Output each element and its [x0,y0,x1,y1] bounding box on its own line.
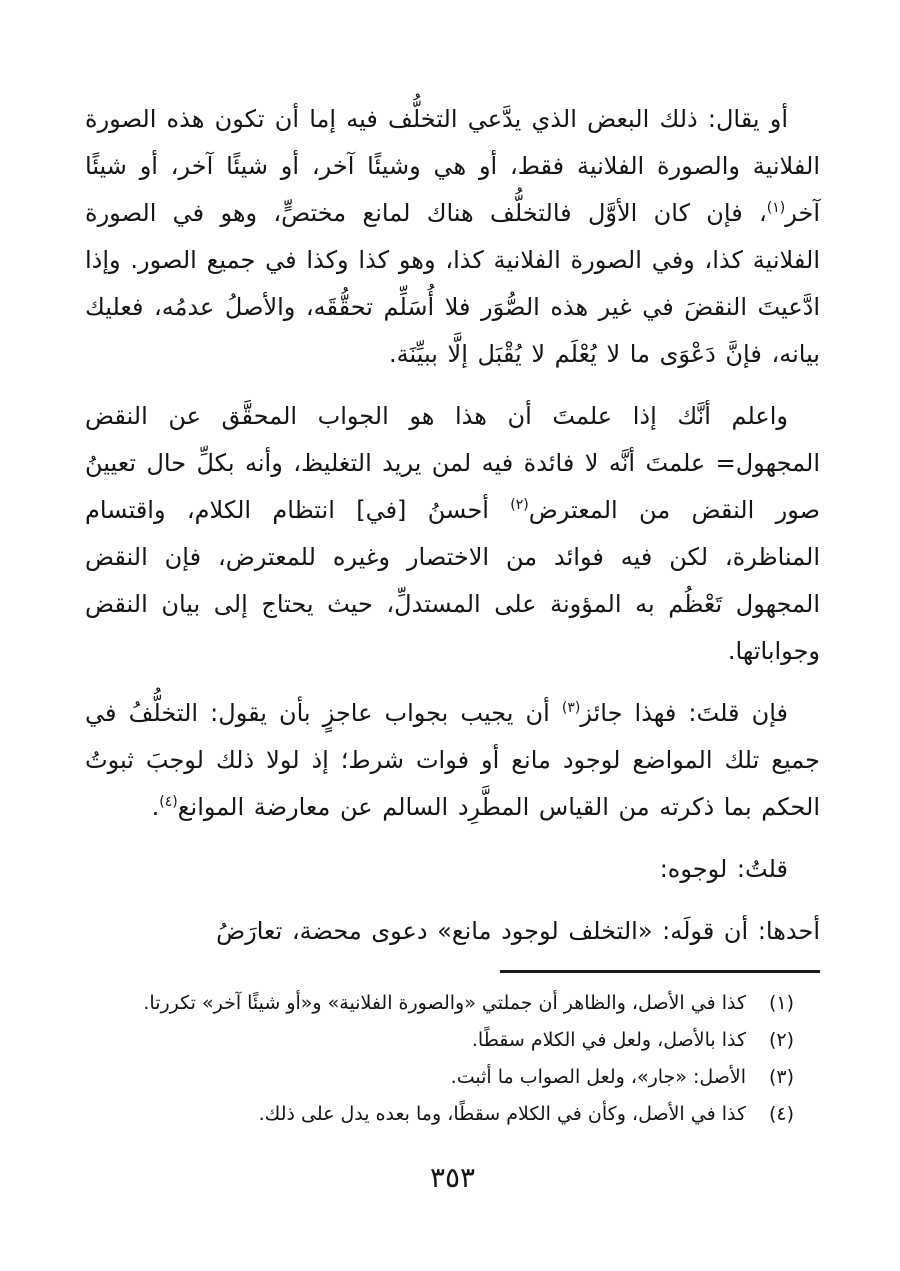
footnote [85,1022,820,1059]
body-paragraph [85,690,820,831]
footnote [85,1096,820,1133]
paragraph-text: أحسنُ [في] انتظام الكلام، واقتسام المناظرة، لكن فيه فوائد من الاختصار وغيره للمعترض، فإن النقض المجهول تَعْظُم به المؤونة على المستدلِّ، حيث يحتاج إلى بيان النقض وجواباتها. [85,496,820,665]
paragraph-text: أحدها: أن قولَه: «التخلف لوجود مانع» دعوى محضة، تعارَضُ [216,917,820,945]
body-paragraph [85,96,820,378]
body-paragraph [85,846,820,893]
body-paragraph [85,908,820,955]
page-number: ٣٥٣ [429,1161,476,1194]
paragraph-text: واعلم أنَّك إذا علمتَ أن هذا هو الجواب المحقَّق عن النقض المجهول= علمتَ أنَّه لا فائدة فيه لمن يريد التغليظ، وأنه بكلِّ حال تعيينُ صور النقض من المعترض [85,402,820,524]
paragraph-text: أو يقال: ذلك البعض الذي يدَّعي التخلُّف فيه إما أن تكون هذه الصورة الفلانية والصورة الفلانية فقط، أو هي وشيئًا آخر، أو شيئًا آخر، أو شيئًا آخر [85,105,820,227]
footnote-number: (١) [768,992,794,1014]
footnote-ref-4: (٤) [159,794,178,810]
footnote-ref-2: (٢) [510,497,529,513]
footnote [85,1059,820,1096]
footnote-text: كذا بالأصل، ولعل في الكلام سقطًا. [471,1029,746,1051]
footnote-separator [500,970,820,973]
footnote-number: (٤) [768,1103,794,1125]
footnote-text: كذا في الأصل، والظاهر أن جملتي «والصورة الفلانية» و«أو شيئًا آخر» تكررتا. [143,992,746,1014]
footnote [85,985,820,1022]
paragraph-text: أن يجيب بجواب عاجزٍ بأن يقول: التخلُّفُ في جميع تلك المواضع لوجود مانع أو فوات شرط؛ إذ لولا ذلك لوجبَ ثبوتُ الحكم بما ذكرته من القياس المطَّرِد السالم عن معارضة الموانع [85,699,820,821]
footnote-text: الأصل: «جار»، ولعل الصواب ما أثبت. [450,1066,746,1088]
paragraph-text: . [151,793,160,821]
body-text [85,96,820,970]
paragraph-text: فإن قلتَ: فهذا جائز [580,699,789,727]
page-footer [85,970,820,1194]
footnote-number: (٣) [768,1066,794,1088]
footnote-number: (٢) [768,1029,794,1051]
body-paragraph [85,393,820,675]
paragraph-text: قلتُ: لوجوه: [659,855,788,883]
footnote-ref-1: (١) [766,200,786,216]
footnote-text: كذا في الأصل، وكأن في الكلام سقطًا، وما بعده يدل على ذلك. [258,1103,746,1125]
footnote-ref-3: (٣) [561,700,581,716]
paragraph-text: ، فإن كان الأوَّل فالتخلُّف هناك لمانع مختصٍّ، وهو في الصورة الفلانية كذا، وفي الصورة الفلانية كذا، وهو كذا وكذا في جميع الصور. وإذا ادَّعيتَ النقضَ في غير هذه الصُّوَر فلا أُسَلِّم تحقُّقَه، والأصلُ عدمُه، فعليك بيانه، فإنَّ دَعْوَى ما لا يُعْلَم لا يُقْبَل إلَّا ببيِّنَة. [85,199,820,368]
